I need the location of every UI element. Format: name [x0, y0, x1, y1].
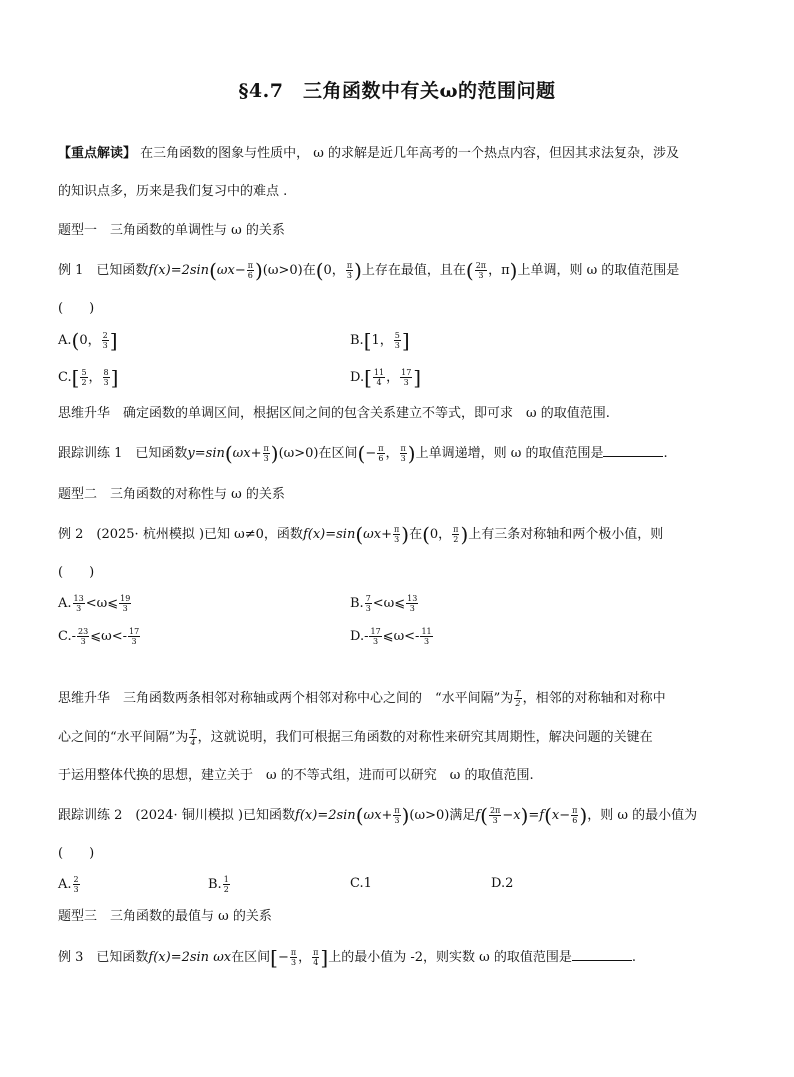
section2-heading: 题型二 三角函数的对称性与 ω 的关系	[58, 487, 285, 502]
intro-text-1: 在三角函数的图象与性质中， ω 的求解是近几年高考的一个热点内容，但因其求法复杂，涉及	[140, 146, 680, 161]
ex1-option-c: C.[ $\frac{5}{2}$ ， $\frac{8}{3}$ ]	[58, 365, 119, 390]
track-2: 跟踪训练 2 (2024· 铜川模拟 )已知函数f(x)=2sin(ωx+ $\frac{\pi}{3}$ )(ω>0)满足f( $\frac{2\pi}{3}$ −x)=f(x− $\frac{\pi}{6}$ )，则 ω 的最小值为	[58, 803, 698, 828]
ex1-option-d: D.[ $\frac{11}{4}$ ， $\frac{17}{3}$ ]	[350, 365, 422, 390]
section1-heading: 题型一 三角函数的单调性与 ω 的关系	[58, 223, 285, 238]
track2-option-a: A. $\frac{2}{3}$	[58, 875, 79, 894]
intro-label: 【重点解读】	[58, 146, 137, 161]
section3-heading: 题型三 三角函数的最值与 ω 的关系	[58, 909, 272, 924]
track2-option-d: D.2	[491, 876, 514, 891]
answer-blank-3	[572, 948, 632, 961]
track2-option-b: B. $\frac{1}{2}$	[208, 875, 229, 894]
ex2-option-d: D.- $\frac{17}{3}$ ⩽ω<- $\frac{11}{3}$	[350, 627, 432, 646]
thinking-2-line-2: 心之间的“水平间隔”为 $\frac{T}{4}$ ，这就说明，我们可根据三角函数的对称性来研究其周期性，解决问题的关键在	[58, 728, 653, 747]
example-2: 例 2 (2025· 杭州模拟 )已知 ω≠0，函数f(x)=sin(ωx+ $\frac{\pi}{3}$ )在(0， $\frac{\pi}{2}$ )上有三条对称轴和两个极小值，则	[58, 522, 664, 547]
thinking-2-line-3: 于运用整体代换的思想，建立关于 ω 的不等式组，进而可以研究 ω 的取值范围.	[58, 768, 534, 783]
track-2-paren: ( )	[58, 846, 95, 861]
thinking-2-line-1: 思维升华 三角函数两条相邻对称轴或两个相邻对称中心之间的 “水平间隔”为 $\frac{T}{2}$ ，相邻的对称轴和对称中	[58, 689, 666, 708]
thinking-1: 思维升华 确定函数的单调区间，根据区间之间的包含关系建立不等式，即可求 ω 的取值范围.	[58, 406, 610, 421]
ex2-option-c: C.- $\frac{23}{3}$ ⩽ω<- $\frac{17}{3}$	[58, 627, 140, 646]
page-title: §4.7 三角函数中有关ω的范围问题	[238, 80, 556, 102]
intro-line-2: 的知识点多，历来是我们复习中的难点 .	[58, 184, 288, 199]
ex1-option-a: A.(0， $\frac{2}{3}$ ]	[58, 328, 118, 353]
ex2-option-b: B. $\frac{7}{3}$ <ω⩽ $\frac{13}{3}$	[350, 594, 418, 613]
example-2-paren: ( )	[58, 565, 95, 580]
track-1: 跟踪训练 1 已知函数y=sin(ωx+ $\frac{\pi}{3}$ )(ω>0)在区间(− $\frac{\pi}{6}$ ， $\frac{\pi}{3}$ )上单调递增，则 ω 的取值范围是 .	[58, 441, 668, 466]
example-3: 例 3 已知函数f(x)=2sin ωx在区间[− $\frac{\pi}{3}$ ， $\frac{\pi}{4}$ ]上的最小值为 -2，则实数 ω 的取值范围是 .	[58, 945, 637, 970]
ex1-option-b: B.[1， $\frac{5}{3}$ ]	[350, 328, 410, 353]
ex2-option-a: A. $\frac{13}{3}$ <ω⩽ $\frac{19}{3}$	[58, 594, 131, 613]
example-1-paren: ( )	[58, 301, 95, 316]
example-1: 例 1 已知函数f(x)=2sin(ωx− $\frac{\pi}{6}$ )(ω>0)在(0， $\frac{\pi}{3}$ )上存在最值，且在( $\frac{2\pi}{3}$ ，π)上单调，则 ω 的取值范围是	[58, 258, 680, 283]
track2-option-c: C.1	[350, 876, 372, 891]
answer-blank-1	[603, 444, 663, 457]
intro-line-1	[58, 145, 679, 163]
